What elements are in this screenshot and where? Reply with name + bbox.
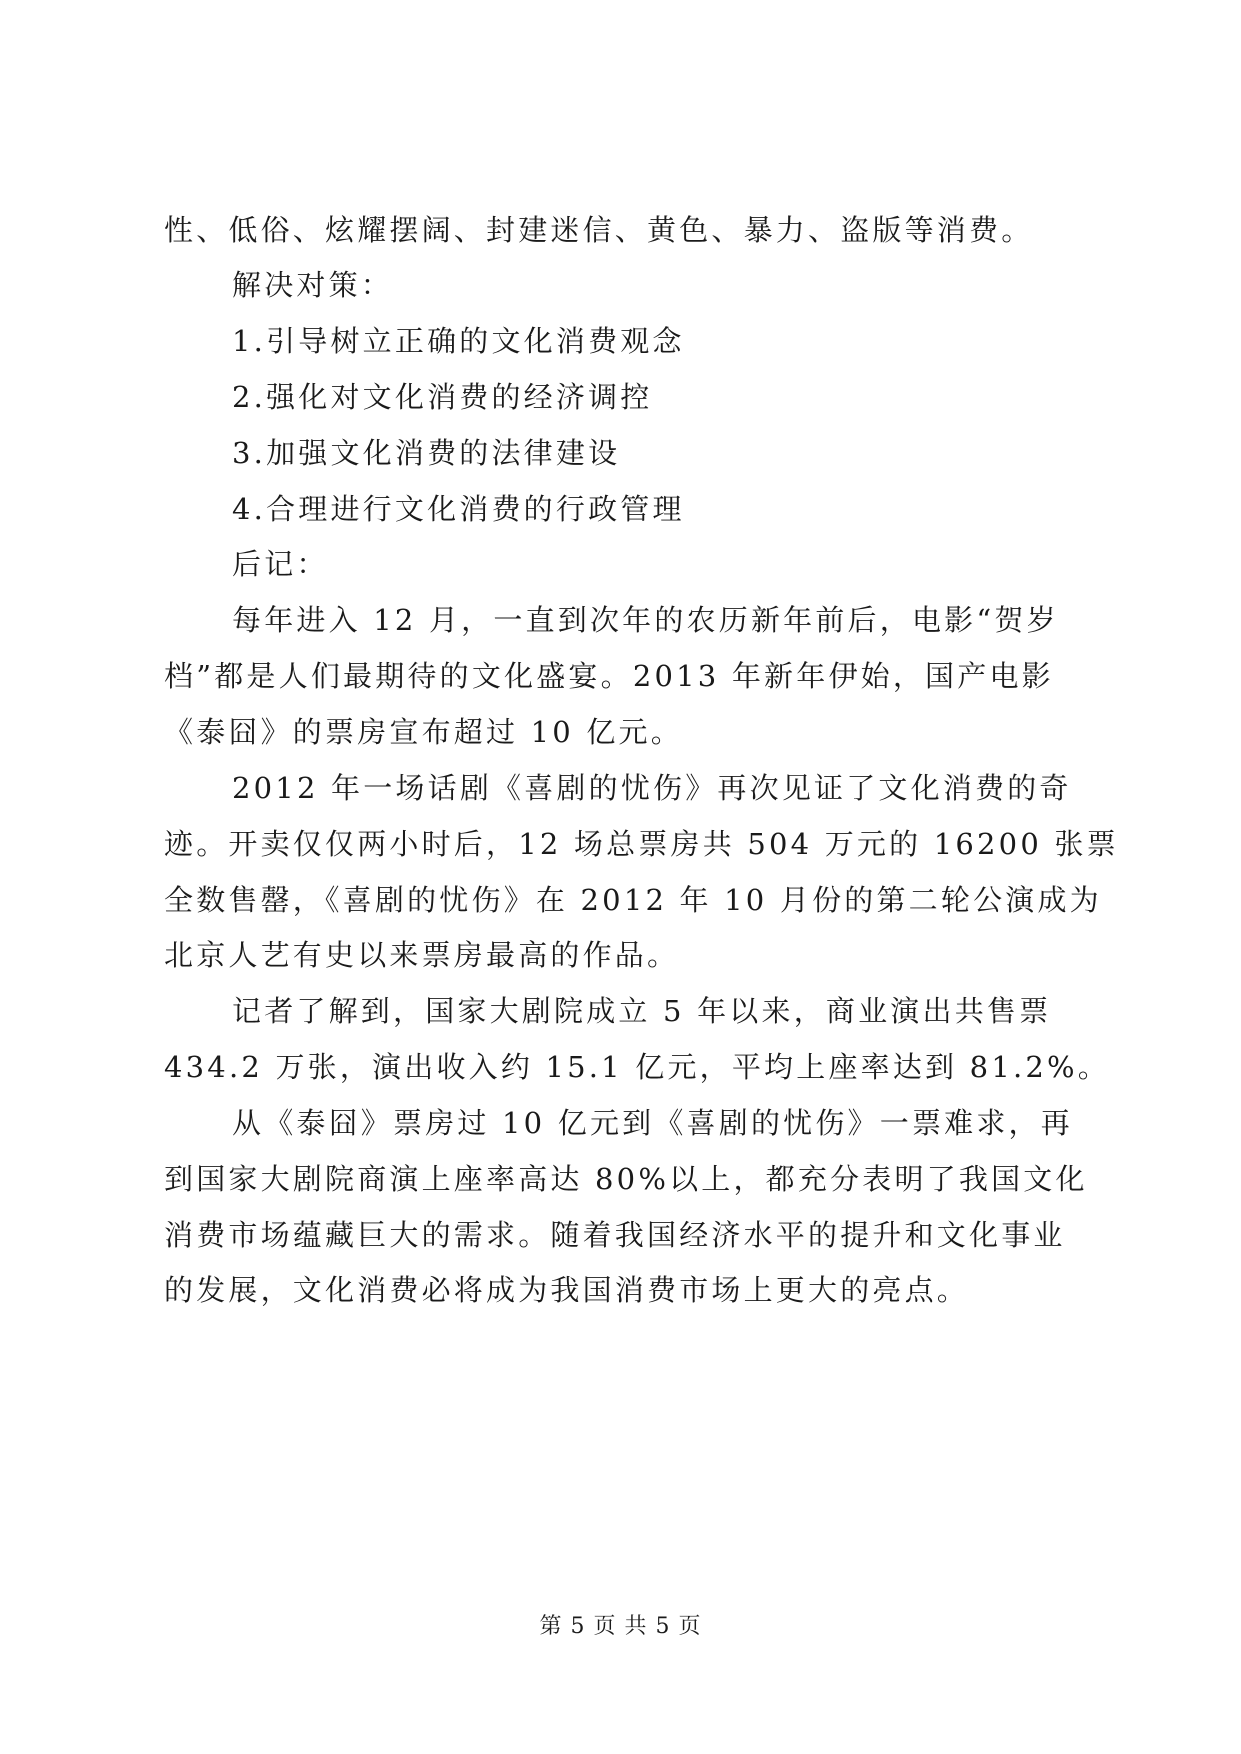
section-heading-postscript: 后记： [232,547,329,581]
list-item: 4.合理进行文化消费的行政管理 [232,492,685,526]
list-item: 3.加强文化消费的法律建设 [232,436,621,470]
list-item: 1.引导树立正确的文化消费观念 [232,324,685,358]
section-heading-solutions: 解决对策： [232,268,394,302]
paragraph-line: 434.2 万张，演出收入约 15.1 亿元，平均上座率达到 81.2%。 [164,1050,1110,1084]
paragraph-line: 记者了解到，国家大剧院成立 5 年以来，商业演出共售票 [232,994,1052,1028]
list-item: 2.强化对文化消费的经济调控 [232,380,653,414]
paragraph-line: 档”都是人们最期待的文化盛宴。2013 年新年伊始，国产电影 [164,659,1054,693]
paragraph-line: 每年进入 12 月，一直到次年的农历新年前后，电影“贺岁 [232,603,1059,637]
paragraph-line: 消费市场蕴藏巨大的需求。随着我国经济水平的提升和文化事业 [164,1218,1066,1252]
paragraph-line: 2012 年一场话剧《喜剧的忧伤》再次见证了文化消费的奇 [232,771,1072,805]
paragraph-line: 性、低俗、炫耀摆阔、封建迷信、黄色、暴力、盗版等消费。 [164,213,1034,247]
paragraph-line: 从《泰囧》票房过 10 亿元到《喜剧的忧伤》一票难求，再 [232,1106,1073,1140]
paragraph-line: 到国家大剧院商演上座率高达 80%以上，都充分表明了我国文化 [164,1162,1088,1196]
page-footer: 第 5 页 共 5 页 [539,1614,702,1639]
paragraph-line: 迹。开卖仅仅两小时后，12 场总票房共 504 万元的 16200 张票 [164,827,1119,861]
paragraph-line: 的发展，文化消费必将成为我国消费市场上更大的亮点。 [164,1273,970,1307]
paragraph-line: 全数售罄，《喜剧的忧伤》在 2012 年 10 月份的第二轮公演成为 [164,883,1102,917]
paragraph-line: 北京人艺有史以来票房最高的作品。 [164,938,680,972]
paragraph-line: 《泰囧》的票房宣布超过 10 亿元。 [164,715,683,749]
